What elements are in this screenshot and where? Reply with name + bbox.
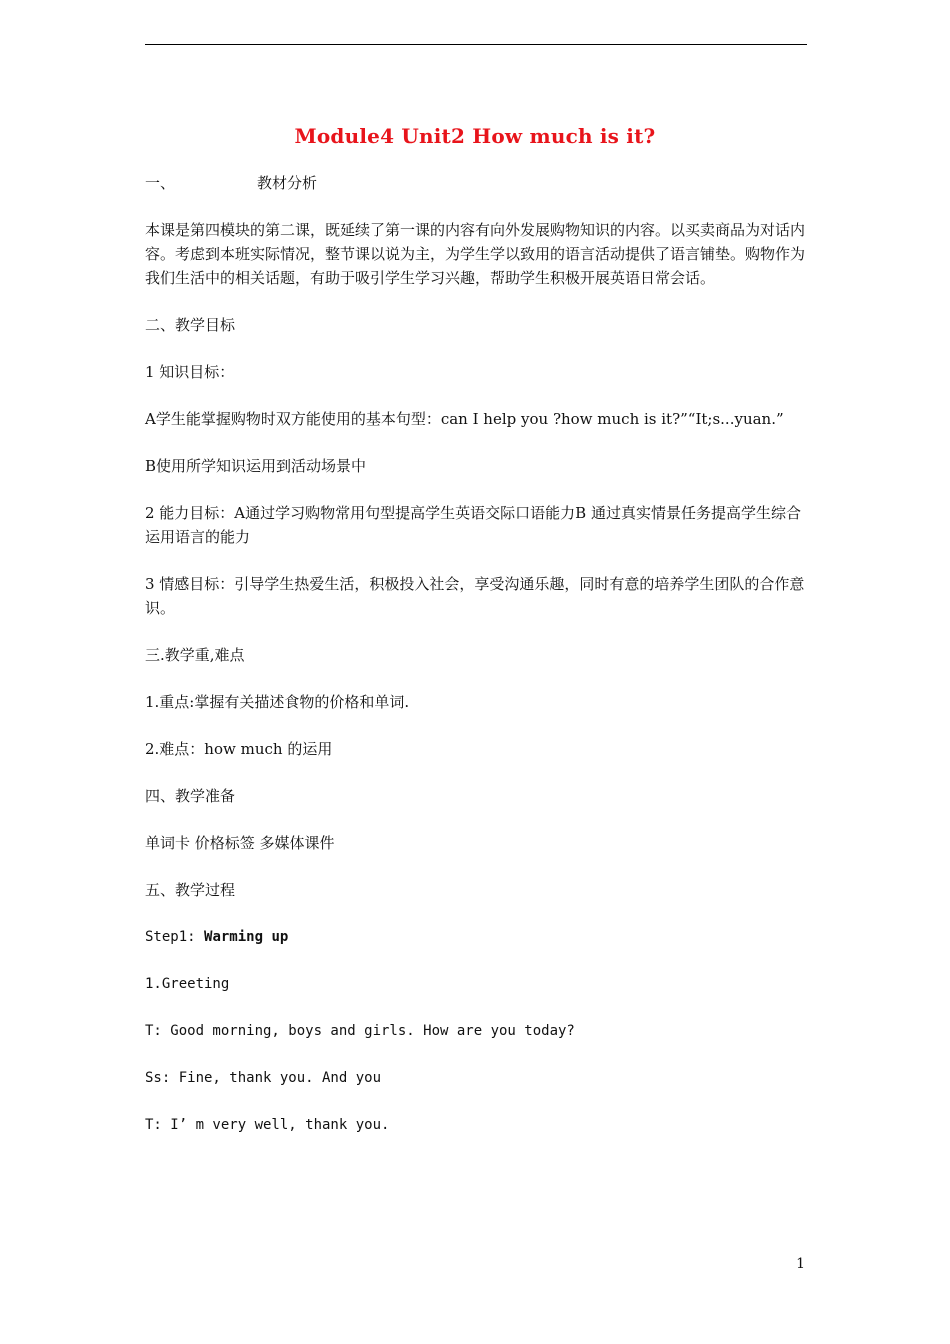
goal-emotion: 3 情感目标：引导学生热爱生活，积极投入社会，享受沟通乐趣，同时有意的培养学生团队的合作意识。 <box>145 575 805 617</box>
goal-ability: 2 能力目标：A通过学习购物常用句型提高学生英语交际口语能力B 通过真实情景任务提高学生综合运用语言的能力 <box>145 504 801 546</box>
section-number: 一、 <box>145 174 176 192</box>
section-heading-3: 三.教学重,难点 <box>145 646 245 664</box>
key-point: 1.重点:掌握有关描述食物的价格和单词. <box>145 693 410 711</box>
section-heading-4: 四、教学准备 <box>145 787 236 805</box>
goal-knowledge-a: A学生能掌握购物时双方能使用的基本句型：can I help you ?how much is it?”“It;s...yuan.” <box>145 410 784 428</box>
goal-knowledge-b: B使用所学知识运用到活动场景中 <box>145 457 367 475</box>
section-heading-5: 五、教学过程 <box>145 881 236 899</box>
materials-list: 单词卡 价格标签 多媒体课件 <box>145 834 335 852</box>
goal-knowledge-label: 1 知识目标： <box>145 363 235 381</box>
dialogue-line: T: I’ m very well, thank you. <box>145 1117 390 1133</box>
difficult-point: 2.难点：how much 的运用 <box>145 740 333 758</box>
dialogue-line: Ss: Fine, thank you. And you <box>145 1070 382 1086</box>
step-title: Warming up <box>204 929 289 945</box>
document-body <box>145 171 810 1160</box>
header-rule <box>145 44 807 45</box>
step-heading <box>145 925 810 949</box>
page-number: 1 <box>796 1256 805 1272</box>
section-heading-text: 教材分析 <box>257 174 318 192</box>
section-heading-1 <box>145 171 810 195</box>
paragraph-material-analysis: 本课是第四模块的第二课，既延续了第一课的内容有向外发展购物知识的内容。以买卖商品为对话内容。考虑到本班实际情况，整节课以说为主，为学生学以致用的语言活动提供了语言铺垫。购物作为我们生活中的相关话题，有助于吸引学生学习兴趣，帮助学生积极开展英语日常会话。 <box>145 221 806 287</box>
dialogue-line: T: Good morning, boys and girls. How are you today? <box>145 1023 575 1039</box>
greeting-label: 1.Greeting <box>145 976 230 992</box>
document-title: Module4 Unit2 How much is it? <box>294 124 656 148</box>
step-prefix: Step1: <box>145 929 205 945</box>
section-heading-2: 二、教学目标 <box>145 316 236 334</box>
